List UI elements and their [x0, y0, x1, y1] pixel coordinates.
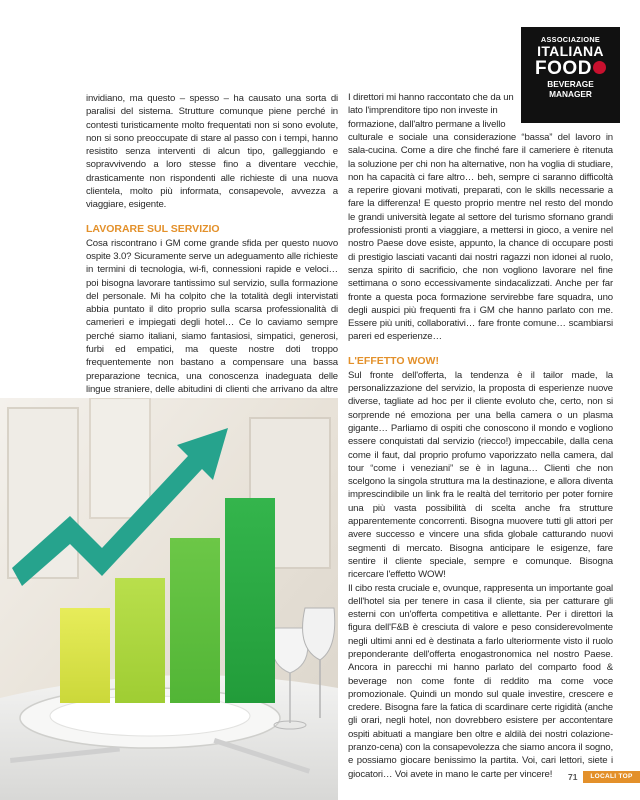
section-title-effetto-wow: L'EFFETTO WOW! [348, 354, 439, 367]
logo-line-beverage: BEVERAGE [547, 79, 594, 89]
association-logo [521, 27, 620, 123]
left-section-paragraph: Cosa riscontrano i GM come grande sfida per questo nuovo ospite 3.0? Sicuramente serve un adeguamento alle richieste in termini di tecnologia, wi-fi, connessioni rapide e veloci… poi bisogna lavorare tantissimo sul servizio, sulla formazione del personale. Mi ha colpito che la totalità degli intervistati abbia puntato il dito proprio sulla scarsa professionalità di camerieri e impiegati degli hotel… Ce lo caviamo sempre perché siamo italiani, siamo fantasiosi, simpatici, generosi, furbi ed empatici, ma queste nostre doti troppo frequentemente non bastano a compensare una bassa preparazione tecnica, una conoscenza inadeguata delle lingue straniere, delle abitudini di clienti che arrivano da altre [86, 237, 338, 395]
right-final-paragraph: Il cibo resta cruciale e, ovunque, rappresenta un importante goal dell'hotel sia per tenere in casa il cliente, sia per catturare gli esterni con un'offerta competitiva e allettante. Per i direttori la figura dell'F&B è cresciuta di valore e peso considerevolmente negli ultimi anni ed è destinata a farlo ulteriormente visto il ruolo preponderante dell'offerta enogastronomica nel nostro Paese. Ancora in parecchi mi hanno parlato del comparto food & beverage non come fonte di reddito ma come voce promozionale. Quindi un mondo sul quale investire, crescere e credere. Bisogna fare la fatica di scardinare certe rigidità (anche gli orari, negli hotel, non dovrebbero esistere per accontentare ospiti abituati a mangiare ben oltre e aldilà dei nostri colazione-pranzo-cena) con la consapevolezza che siamo ancora il sogno, e possiamo giocare benissimo la partita. Voi, cari lettori, siete i giocatori… Voi avete in mano le carte per vincere! [348, 582, 613, 780]
section-title-lavorare: LAVORARE SUL SERVIZIO [86, 222, 220, 235]
right-section-paragraph: Sul fronte dell'offerta, la tendenza è il tailor made, la personalizzazione del servizio, la proposta di esperienze nuove diverse, tagliate ad hoc per il cliente evoluto che, certo, non si sorprende né emoziona per una bella camera o un plasma gigante… Parliamo di ospiti che conoscono il mondo e vogliono essere conquistati dal servizio (riecco!) impeccabile, dalla cena come il faut, dal proprio profumo vaporizzato nella camera, dal tour “come i veneziani” se è in laguna… Clienti che non scelgono la singola struttura ma la destinazione, e allora diventa imprescindibile un link fra le realtà del territorio per poter fornire una più vasta possibilità di scelta anche fra strutture apparentemente concorrenti. Bisogna muovere tutti gli attori per avere successo e vincere una sfida globale catturando nuovi segmenti di mercato. Bisogna anticipare le esigenze, fare sentire il cliente speciale, sempre e comunque. Bisogna ricercare l'effetto WOW! [348, 369, 613, 581]
logo-food-text: FOOD [535, 58, 592, 79]
right-continued-paragraph: culturale e sociale una considerazione “bassa” del lavoro in sala-cucina. Come a dire che finché fare il cameriere è ritenuta la soluzione per chi non ha alternative, non ha voglia di studiare, non ha capacità ci fare altro… beh, sempre ci saranno difficoltà a reperire giovani motivati, preparati, con le skills necessarie a fare la differenza! E questo proprio mentre nel resto del mondo le grandi università legate al settore del turismo sfornano grandi professionisti pronti a viaggiare, a mettersi in gioco, a venire nel nostro Paese dove esiste, appunto, la chance di occupare posti di prestigio lasciati vacanti dai nostri ragazzi non idonei al ruolo, senza spirito di sacrificio, che non vogliono lavorare nel fine settimana o sono eccessivamente sindacalizzati. Anche per far fronte a questa poca formazione servirebbe fare squadra, uno degli auspici più frequenti fra i GM che hanno parlato con me. Essere più uniti, collaborativi… fare fronte comune… scambiarsi pareri ed esperienze… [348, 132, 613, 343]
left-intro-paragraph: invidiano, ma questo – spesso – ha causato una sorta di paralisi del sistema. Strutture comunque piene perché in contesti turisticamente molto frequentati non si sono evolute, non si sono preoccupate di stare al passo con i tempi, hanno resistito senza interventi di alcun tipo, galleggiando e sopravvivendo a loro stesse fino a diventare vecchie, drasticamente non rispondenti alle richieste di una nuova clientela, molto più informata, consapevole, avvezza a viaggiare, esigente. [86, 93, 338, 211]
right-column [348, 131, 613, 781]
page-number: 71 [568, 772, 578, 782]
logo-line-italiana: ITALIANA [537, 43, 604, 59]
logo-line-associazione: ASSOCIAZIONE [540, 35, 601, 44]
logo-line-food [521, 59, 620, 78]
section-tag: LOCALI TOP [583, 771, 640, 783]
right-column-top [348, 91, 516, 131]
right-top-paragraph: I direttori mi hanno raccontato che da un lato l'imprenditore tipo non investe in formazione, dall'altro permane a livello [348, 92, 514, 130]
left-column [86, 92, 338, 410]
illustration-growth-chart [0, 398, 338, 800]
illustration-svg [0, 398, 338, 800]
logo-dot-icon [593, 61, 606, 74]
logo-line-manager: MANAGER [549, 89, 592, 99]
